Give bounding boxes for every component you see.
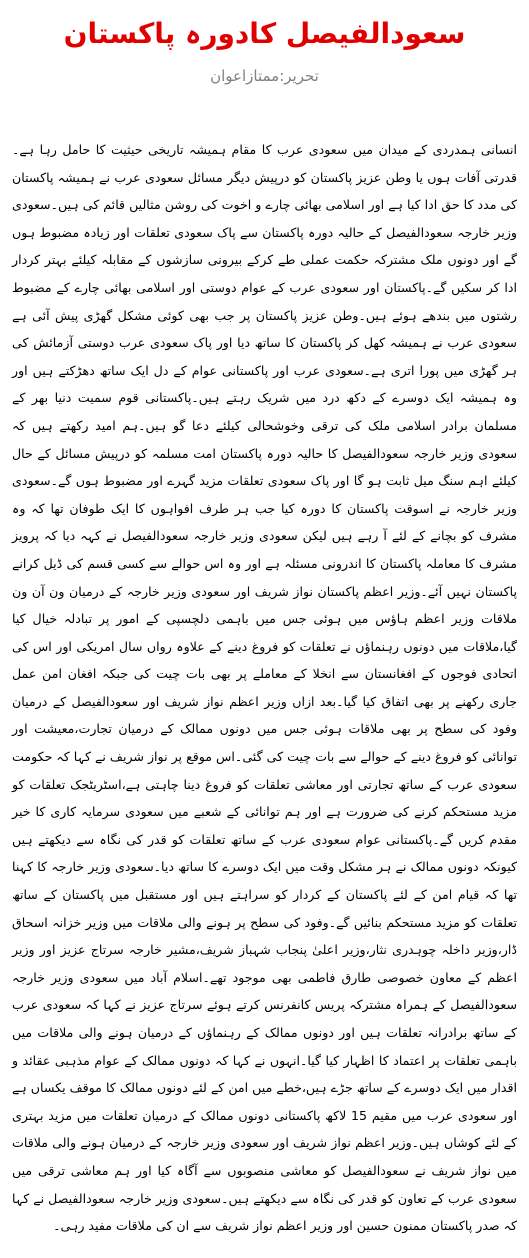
article-byline: تحریر:ممتازاعوان: [210, 67, 319, 85]
article-title: سعودالفیصل کادورہ پاکستان: [63, 17, 466, 50]
article-body: انسانی ہمدردی کے میدان میں سعودی عرب کا مقام ہمیشہ تاریخی حیثیت کا حامل رہا ہے۔قدرتی آفات ہوں یا وطن عزیز پاکستان کو درپیش دیگر مسائل سعودی عرب نے ہمیشہ پاکستان کی مدد کا حق ادا کیا ہے اور اسلامی بھائی چارے و اخوت کی روشن مثالیں قائم کی ہیں۔سعودی وزیر خارجہ سعودالفیصل کے حالیہ دورہ پاکستان سے پاک سعودی تعلقات اور زیادہ مضبوط ہوں گے اور دونوں ملک مشترکہ حکمت عملی طے کرکے بیرونی سازشوں کے مقابلہ کیلئے بہتر کردار ادا کر سکیں گے۔پاکستان اور سعودی عرب کے عوام دوستی اور اسلامی بھائی چارے کے مضبوط رشتوں میں بندھے ہوئے ہیں۔وطن عزیز پاکستان پر جب بھی کوئی مشکل گھڑی پیش آئی ہے سعودی عرب نے ہمیشہ کھل کر پاکستان کا ساتھ دیا اور پاک سعودی عرب دوستی آزمائش کی ہر گھڑی میں پورا اتری ہے۔سعودی عرب اور پاکستانی عوام کے دل ایک ساتھ دھڑکتے ہیں اور وہ ہمیشہ ایک دوسرے کے دکھ درد میں شریک رہتے ہیں۔پاکستانی قوم سمیت دنیا بھر کے مسلمان برادر اسلامی ملک کی ترقی وخوشحالی کیلئے دعا گو ہیں۔ہم امید رکھتے ہیں کہ سعودی وزیر خارجہ سعودالفیصل کا حالیہ دورہ پاکستان امت مسلمہ کو درپیش مسائل کے حال کیلئے اہم سنگ میل ثابت ہو گا اور پاک سعودی تعلقات مزید گہرے اور مضبوط ہوں گے۔سعودی وزیر خارجہ نے اسوقت پاکستان کا دورہ کیا جب ہر طرف افواہوں کا ایک طوفان تھا کہ وہ مشرف کو بچانے کے لئے آ رہے ہیں لیکن سعودی وزیر خارجہ سعودالفیصل نے کہہ دیا کہ پرویز مشرف کا معاملہ پاکستان کا اندرونی مسئلہ ہے اور وہ اس حوالے سے کسی قسم کی ڈیل کرانے پاکستان نہیں آئے۔وزیر اعظم پاکستان نواز شریف اور سعودی وزیر خارجہ کے درمیان ون آن ون ملاقات وزیر اعظم ہاؤس میں ہوئی جس میں باہمی دلچسپی کے امور پر تبادلہ خیال کیا گیا،ملاقات میں دونوں رہنماؤں نے تعلقات کو فروغ دینے کے علاوہ رواں سال امریکی اور اس کی اتحادی فوجوں کے افغانستان سے انخلا کے معاملے پر بھی بات چیت کی جبکہ افغان امن عمل جاری رکھنے پر بھی اتفاق کیا گیا۔بعد ازاں وزیر اعظم نواز شریف اور سعودالفیصل کے درمیان وفود کی سطح پر بھی ملاقات ہوئی جس میں دونوں ممالک کے درمیان تجارت،معیشت اور توانائی کو فروغ دینے کے حوالے سے بات چیت کی گئی۔اس موقع پر نواز شریف نے کہا کہ حکومت سعودی عرب کے ساتھ تجارتی اور معاشی تعلقات کو فروغ دینا چاہتی ہے،اسٹریٹجک تعلقات کو مزید مستحکم کرنے کی ضرورت ہے اور ہم توانائی کے شعبے میں سعودی سرمایہ کاری کا خیر مقدم کریں گے۔پاکستانی عوام سعودی عرب کے ساتھ تعلقات کو قدر کی نگاہ سے دیکھتے ہیں کیونکہ دونوں ممالک نے ہر مشکل وقت میں ایک دوسرے کا ساتھ دیا۔سعودی وزیر خارجہ کا کہنا تھا کہ قیام امن کے لئے پاکستان کے کردار کو سراہتے ہیں اور مستقبل میں پاکستان کے ساتھ تعلقات کو مزید مستحکم بنائیں گے۔وفود کی سطح پر ہونے والی ملاقات میں وزیر خزانہ اسحاق ڈار،وزیر داخلہ چوہدری نثار،وزیر اعلیٰ پنجاب شہباز شریف،مشیر خارجہ سرتاج عزیز اور وزیر اعظم کے معاون خصوصی طارق فاطمی بھی موجود تھے۔اسلام آباد میں سعودی وزیر خارجہ سعودالفیصل کے ہمراہ مشترکہ پریس کانفرنس کرتے ہوئے سرتاج عزیز نے کہا کہ سعودی عرب کے ساتھ برادرانہ تعلقات ہیں اور دونوں ممالک کے رہنماؤں کے درمیان ہونے والی ملاقات میں باہمی تعلقات پر اعتماد کا اظہار کیا گیا۔انہوں نے کہا کہ دونوں ممالک کے عوام مذہبی عقائد و اقدار میں ایک دوسرے کے ساتھ جڑے ہیں،خطے میں امن کے لئے دونوں ممالک کا موقف یکساں ہے اور سعودی عرب میں مقیم 15 لاکھ پاکستانی دونوں ممالک کے درمیان تعلقات میں مزید بہتری کے لئے کوشاں ہیں۔وزیر اعظم نواز شریف اور سعودی وزیر خارجہ کے درمیان ہونے والی ملاقات میں نواز شریف نے سعودالفیصل کو معاشی منصوبوں سے آگاہ کیا اور ہم معاشی ترقی میں سعودی عرب کے تعاون کو قدر کی نگاہ سے دیکھتے ہیں۔سعودی وزیر خارجہ سعودالفیصل نے کہا کہ صدر پاکستان ممنون حسین اور وزیر اعظم نواز شریف سے ان کی ملاقات مفید رہی۔: [12, 142, 518, 1234]
